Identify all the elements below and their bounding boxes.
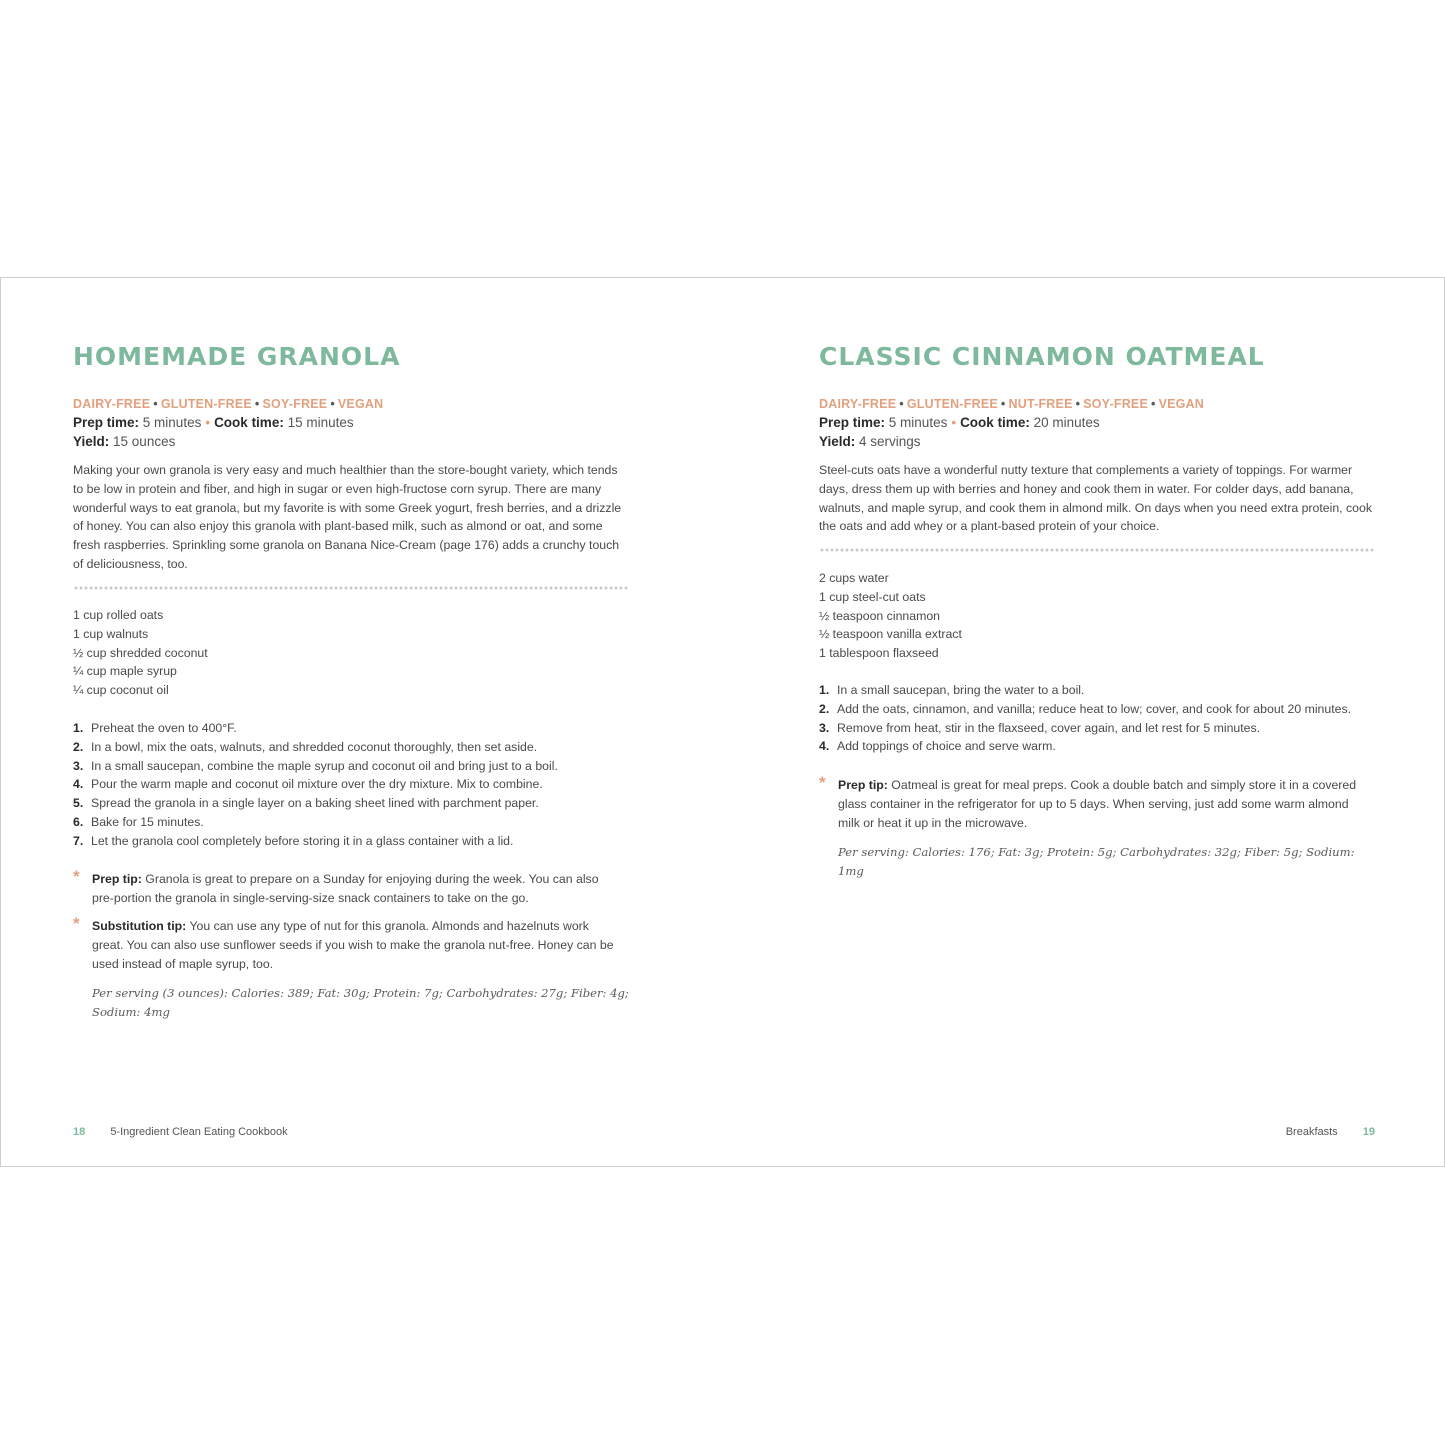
cook-value: 15 minutes: [287, 415, 354, 430]
tip-label: Prep tip:: [838, 778, 888, 792]
ingredient-list: [819, 569, 962, 663]
prep-label: Prep time:: [73, 415, 140, 430]
prep-tip: [819, 773, 1364, 832]
cook-label: Cook time:: [214, 415, 284, 430]
tip-text: Oatmeal is great for meal preps. Cook a double batch and simply store it in a covered glass container in the refrigerator for up to 5 days. When serving, just add some warm almond milk or heat it up in the microwave.: [838, 778, 1357, 830]
tip-text: You can use any type of nut for this granola. Almonds and hazelnuts work great. You can also use sunflower seeds if you wish to make the granola nut-free. Honey can be used instead of maple syrup, too.: [92, 919, 614, 971]
divider: [819, 547, 1374, 553]
recipe-title: HOMEMADE GRANOLA: [73, 342, 401, 371]
tag: DAIRY-FREE: [73, 397, 151, 411]
yield-info: [819, 434, 921, 449]
left-page: [73, 278, 629, 1166]
yield-value: 15 ounces: [113, 434, 176, 449]
asterisk-icon: *: [73, 914, 80, 933]
step: 1. In a small saucepan, bring the water to a boil.: [819, 683, 1085, 697]
tag: VEGAN: [337, 397, 384, 411]
step: 3. Remove from heat, stir in the flaxseed, cover again, and let rest for 5 minutes.: [819, 720, 1261, 735]
step: 7. Let the granola cool completely before storing it in a glass container with a lid.: [73, 833, 514, 848]
time-info: Prep time: 5 minutes • Cook time: 20 minutes: [819, 415, 1100, 430]
step: 2. Add the oats, cinnamon, and vanilla; reduce heat to low; cover, and cook for about 20 minutes.: [819, 701, 1352, 716]
yield-label: Yield:: [73, 434, 110, 449]
running-head: 5-Ingredient Clean Eating Cookbook: [110, 1126, 288, 1138]
time-info: Prep time: 5 minutes • Cook time: 15 minutes: [73, 415, 354, 430]
step: 4. Add toppings of choice and serve warm.: [819, 739, 1056, 754]
prep-tip: [73, 867, 618, 908]
diet-tags: DAIRY-FREE • GLUTEN-FREE • NUT-FREE • SOY-FREE • VEGAN: [819, 397, 1205, 411]
book-spread: [0, 277, 1445, 1167]
ingredient: ¼ cup maple syrup: [73, 664, 177, 679]
page-number: 19: [1362, 1126, 1375, 1138]
diet-tags: DAIRY-FREE • GLUTEN-FREE • SOY-FREE • VEGAN: [73, 397, 384, 411]
substitution-tip: [73, 914, 618, 973]
ingredient: ½ teaspoon cinnamon: [819, 608, 941, 623]
ingredient: 1 cup rolled oats: [73, 608, 164, 622]
ingredient: 1 cup walnuts: [73, 626, 149, 641]
tag: SOY-FREE: [262, 397, 328, 411]
ingredient: 1 tablespoon flaxseed: [819, 646, 939, 661]
step-list: [73, 719, 633, 851]
ingredient: ½ teaspoon vanilla extract: [819, 627, 962, 642]
tip-label: Prep tip:: [92, 872, 142, 886]
cook-value: 20 minutes: [1033, 415, 1100, 430]
ingredient-list: [73, 606, 208, 700]
tag: VEGAN: [1158, 397, 1205, 411]
recipe-title: CLASSIC CINNAMON OATMEAL: [819, 342, 1265, 371]
cook-label: Cook time:: [960, 415, 1030, 430]
ingredient: 2 cups water: [819, 571, 889, 585]
divider: [73, 585, 628, 591]
step: 5. Spread the granola in a single layer on a baking sheet lined with parchment paper.: [73, 796, 539, 811]
asterisk-icon: *: [819, 773, 826, 792]
nutrition-info: Per serving: Calories: 176; Fat: 3g; Protein: 5g; Carbohydrates: 32g; Fiber: 5g; Sodium: 1mg: [838, 845, 1355, 878]
tag: NUT-FREE: [1008, 397, 1073, 411]
tip-text: Granola is great to prepare on a Sunday for enjoying during the week. You can also pre-portion the granola in single-serving-size snack containers to take on the go.: [92, 872, 599, 905]
running-head: Breakfasts: [1285, 1126, 1338, 1138]
step: 6. Bake for 15 minutes.: [73, 814, 204, 829]
prep-value: 5 minutes: [888, 415, 948, 430]
step: 1. Preheat the oven to 400°F.: [73, 721, 237, 735]
tag: GLUTEN-FREE: [906, 397, 998, 411]
nutrition-info: Per serving (3 ounces): Calories: 389; Fat: 30g; Protein: 7g; Carbohydrates: 27g; Fiber: 4g; Sodium: 4mg: [92, 986, 629, 1019]
page-number: 18: [73, 1126, 86, 1138]
tip-label: Substitution tip:: [92, 919, 187, 933]
page-footer: [73, 1126, 288, 1138]
step-list: [819, 681, 1379, 756]
step: 3. In a small saucepan, combine the maple syrup and coconut oil and bring just to a boil.: [73, 758, 558, 773]
page-footer: [1286, 1126, 1375, 1138]
ingredient: 1 cup steel-cut oats: [819, 589, 926, 604]
ingredient: ½ cup shredded coconut: [73, 645, 208, 660]
recipe-intro: Making your own granola is very easy and much healthier than the store-bought variety, which tends to be low in protein and fiber, and high in sugar or even high-fructose corn syrup. There are many wonderful ways to eat granola, but my favorite is with some Greek yogurt, fresh berries, and a drizzle of honey. You can also enjoy this granola with plant-based milk, such as almond or oat, and some fresh raspberries. Sprinkling some granola on Banana Nice-Cream (page 176) adds a crunchy touch of deliciousness, too.: [73, 463, 622, 571]
yield-label: Yield:: [819, 434, 856, 449]
yield-value: 4 servings: [859, 434, 921, 449]
recipe-intro: Steel-cuts oats have a wonderful nutty texture that complements a variety of toppings. For warmer days, dress them up with berries and honey and cook them in water. For colder days, add banana, walnuts, and maple syrup, and cook them in almond milk. On days when you need extra protein, cook the oats and add whey or a plant-based protein of your choice.: [819, 463, 1372, 534]
prep-label: Prep time:: [819, 415, 886, 430]
asterisk-icon: *: [73, 867, 80, 886]
step: 4. Pour the warm maple and coconut oil mixture over the dry mixture. Mix to combine.: [73, 777, 543, 792]
tag: DAIRY-FREE: [819, 397, 897, 411]
tag: GLUTEN-FREE: [160, 397, 252, 411]
ingredient: ¼ cup coconut oil: [73, 683, 169, 698]
tag: SOY-FREE: [1083, 397, 1148, 411]
yield-info: [73, 434, 175, 449]
step: 2. In a bowl, mix the oats, walnuts, and shredded coconut thoroughly, then set aside.: [73, 739, 538, 754]
prep-value: 5 minutes: [142, 415, 202, 430]
right-page: [819, 278, 1375, 1166]
